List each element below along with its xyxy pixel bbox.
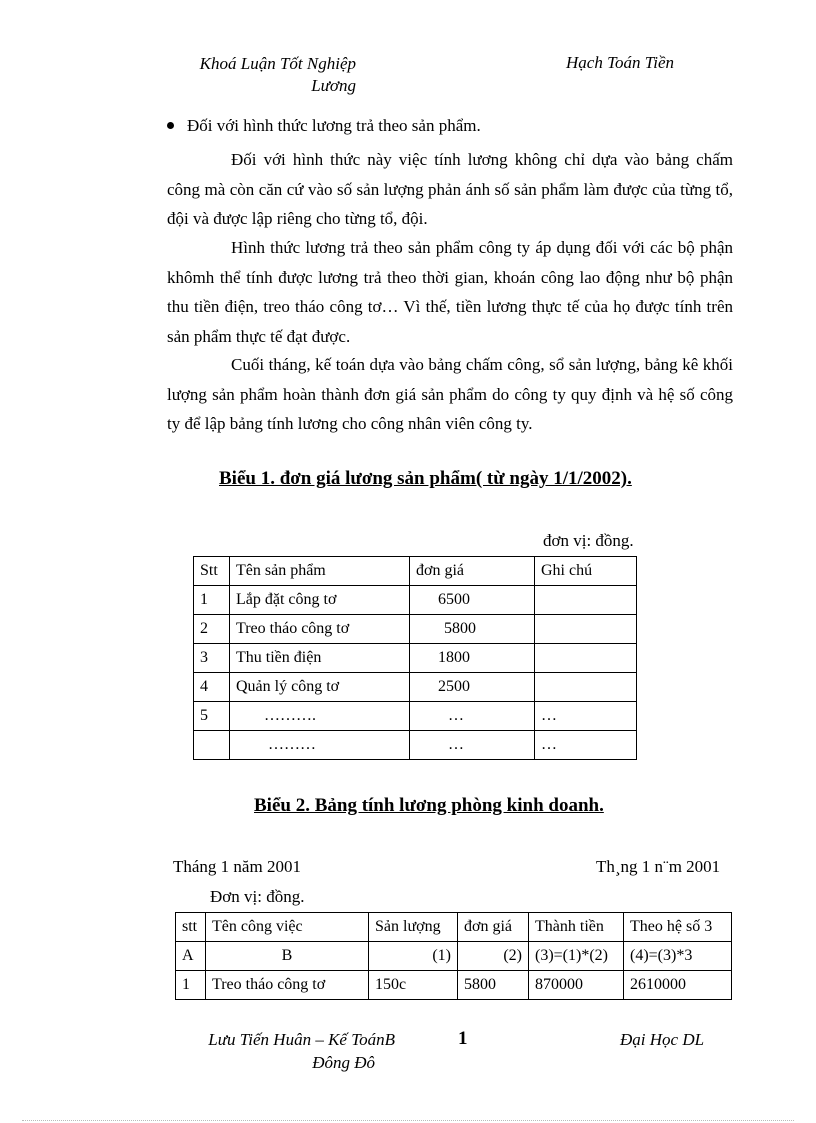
- header-cell: Ghi chú: [535, 557, 637, 586]
- footer-right: Đại Học DL: [620, 1030, 705, 1049]
- cell: Thu tiền điện: [230, 644, 410, 673]
- paragraph-1: Đối với hình thức này việc tính lương không chỉ dựa vào bảng chấm công mà còn căn cứ vào số sản lượng phản ánh số sản phẩm làm được của từng tổ, đội và được lập riêng cho từng tổ, đội.: [167, 150, 733, 229]
- table-row: [194, 702, 637, 731]
- footer-author-cont: Đông Đô: [312, 1053, 375, 1072]
- header-cell: Thành tiền: [529, 913, 624, 942]
- header-cell: Tên công việc: [206, 913, 369, 942]
- table-row: [194, 644, 637, 673]
- cell: ……….: [230, 702, 410, 731]
- table-header-row: [176, 913, 732, 942]
- cell: 2610000: [624, 971, 732, 1000]
- cell: (3)=(1)*(2): [529, 942, 624, 971]
- cell: [535, 673, 637, 702]
- cell: ………: [230, 731, 410, 760]
- table-row: [176, 971, 732, 1000]
- table2-date-left: Tháng 1 năm 2001: [173, 857, 301, 876]
- bullet-icon: [167, 122, 174, 129]
- page-number: 1: [458, 1028, 468, 1049]
- cell: 870000: [529, 971, 624, 1000]
- cell: 2: [194, 615, 230, 644]
- header-cell: đơn giá: [458, 913, 529, 942]
- cell: 5800: [458, 971, 529, 1000]
- cell: A: [176, 942, 206, 971]
- header-cell: Tên sản phẩm: [230, 557, 410, 586]
- table2-unit: Đơn vị: đồng.: [210, 887, 305, 906]
- header-cell: đơn giá: [410, 557, 535, 586]
- cell: …: [410, 731, 535, 760]
- cell: 6500: [410, 586, 535, 615]
- unit-price-table: [193, 556, 637, 760]
- cell: …: [535, 731, 637, 760]
- cell: [535, 586, 637, 615]
- salary-table: [175, 912, 732, 1000]
- table-row: [194, 731, 637, 760]
- cell: 3: [194, 644, 230, 673]
- cell: [535, 644, 637, 673]
- cell: …: [410, 702, 535, 731]
- table-row: [194, 673, 637, 702]
- cell: Treo tháo công tơ: [206, 971, 369, 1000]
- cell: 1: [194, 586, 230, 615]
- footer-left: [0, 1028, 395, 1074]
- header-cell: Sản lượng: [369, 913, 458, 942]
- header-right: Hạch Toán Tiền: [566, 53, 675, 72]
- cell: 150c: [369, 971, 458, 1000]
- paragraph-3: Cuối tháng, kế toán dựa vào bảng chấm công, sổ sản lượng, bảng kê khối lượng sản phẩm hoàn thành đơn giá sản phẩm do công ty quy định và hệ số công ty để lập bảng tính lương cho công nhân viên công ty.: [167, 355, 733, 434]
- header-cell: stt: [176, 913, 206, 942]
- cell: …: [535, 702, 637, 731]
- table1-caption: Biểu 1. đơn giá lương sản phẩm( từ ngày 1/1/2002).: [219, 468, 632, 489]
- cell: Treo tháo công tơ: [230, 615, 410, 644]
- page-bottom-divider: [22, 1120, 794, 1121]
- cell: [194, 731, 230, 760]
- bullet-text: Đối với hình thức lương trả theo sản phẩm.: [187, 116, 481, 135]
- table2-caption: Biểu 2. Bảng tính lương phòng kinh doanh.: [254, 795, 604, 816]
- header-cell: Stt: [194, 557, 230, 586]
- cell: 4: [194, 673, 230, 702]
- table-header-row: [194, 557, 637, 586]
- header-thesis-title: Khoá Luận Tốt Nghiệp: [199, 54, 356, 73]
- table-row: [176, 942, 732, 971]
- cell: Lắp đặt công tơ: [230, 586, 410, 615]
- bullet-item: [167, 116, 481, 136]
- footer-author: Lưu Tiến Huân – Kế ToánB: [208, 1030, 395, 1049]
- cell: 1: [176, 971, 206, 1000]
- cell: (1): [369, 942, 458, 971]
- cell: 1800: [410, 644, 535, 673]
- cell: (2): [458, 942, 529, 971]
- header-cell: Theo hệ số 3: [624, 913, 732, 942]
- cell: (4)=(3)*3: [624, 942, 732, 971]
- cell: [535, 615, 637, 644]
- table-row: [194, 586, 637, 615]
- paragraph-2: Hình thức lương trả theo sản phẩm công ty áp dụng đối với các bộ phận khômh thể tính được lương trả theo thời gian, khoán công lao động như bộ phận thu tiền điện, treo tháo công tơ… Vì thế, tiền lương thực tế của họ được tính trên sản phẩm thực tế đạt được.: [167, 238, 733, 347]
- header-thesis-title-cont: Lương: [311, 76, 356, 95]
- header-left: [0, 53, 356, 97]
- cell: Quản lý công tơ: [230, 673, 410, 702]
- cell: B: [206, 942, 369, 971]
- table2-date-right: Th¸ng 1 n¨m 2001: [596, 857, 721, 876]
- table1-unit: đơn vị: đồng.: [543, 531, 634, 550]
- cell: 5: [194, 702, 230, 731]
- cell: 5800: [410, 615, 535, 644]
- cell: 2500: [410, 673, 535, 702]
- table-row: [194, 615, 637, 644]
